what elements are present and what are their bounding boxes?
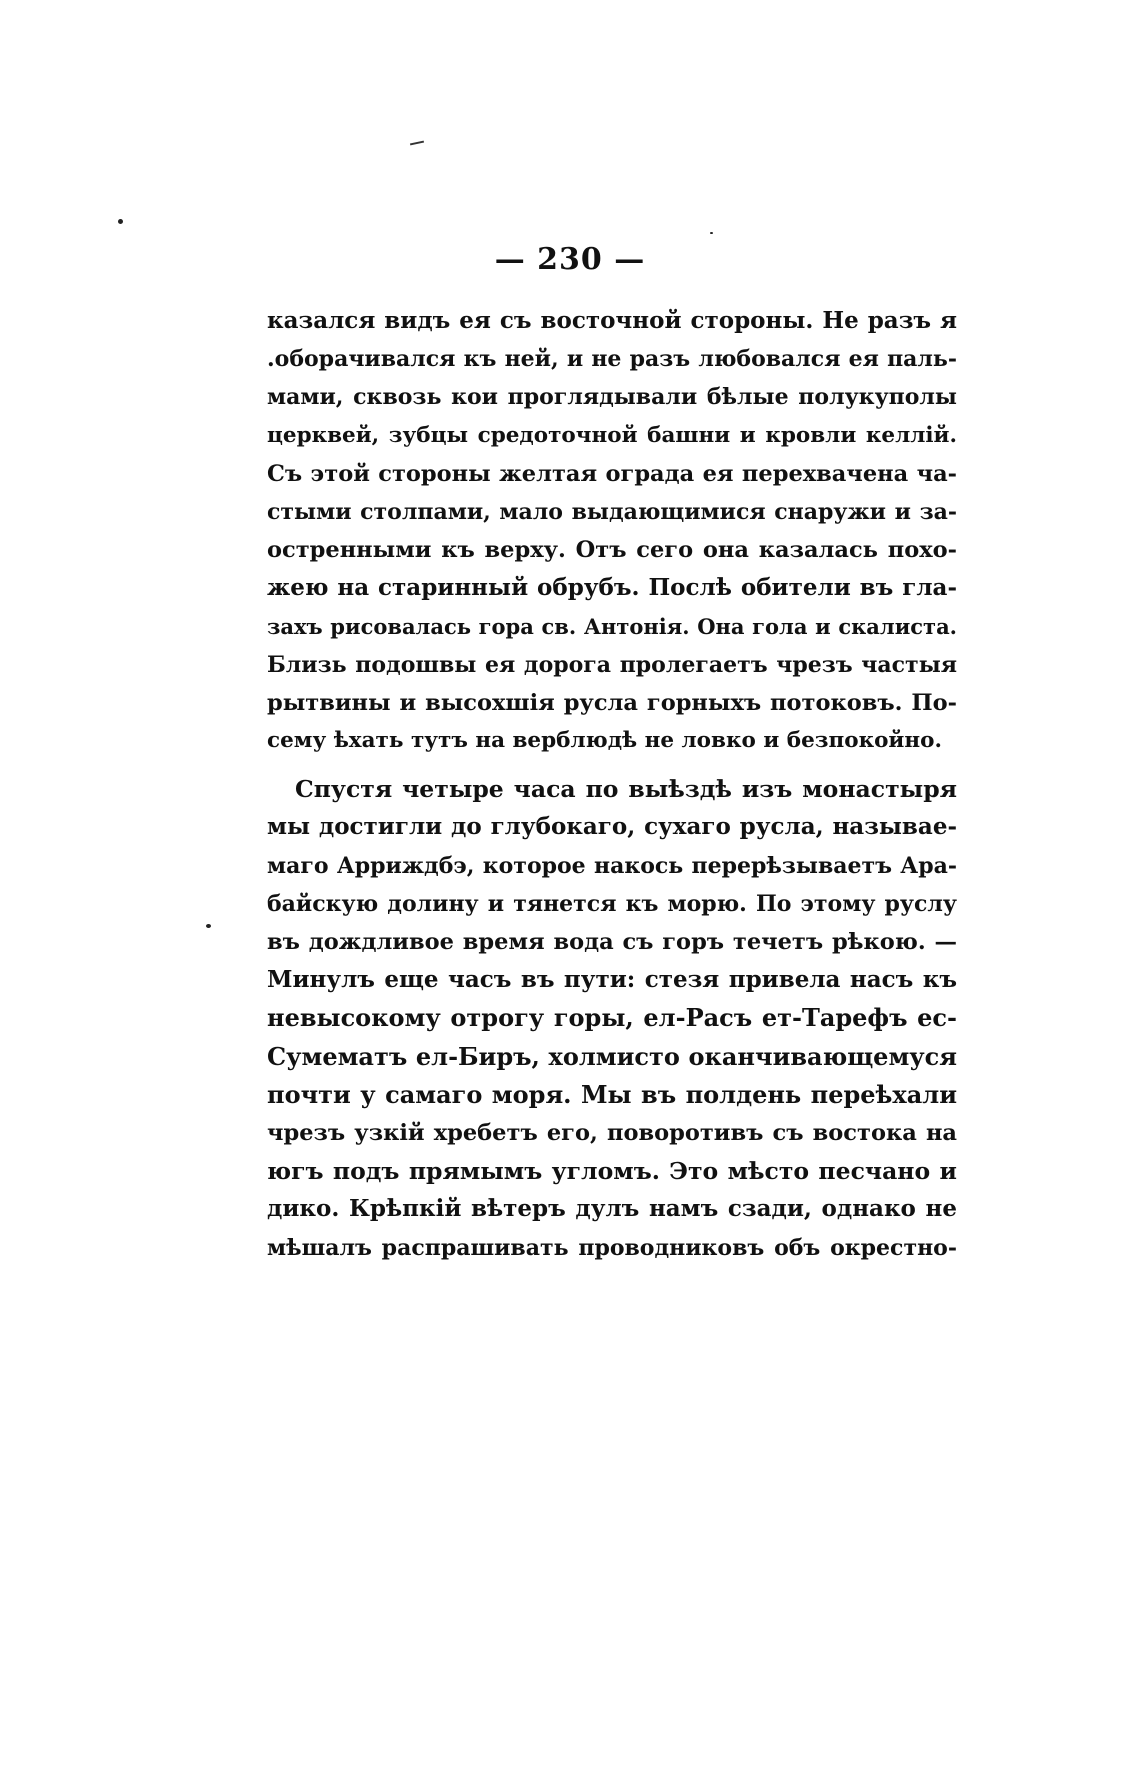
text-line: мы достигли до глубокаго, сухаго русла, называе- [267,813,957,841]
text-line: югъ подъ прямымъ угломъ. Это мѣсто песчано и [267,1157,957,1186]
text-line: чрезъ узкій хребетъ его, поворотивъ съ востока на [267,1119,957,1146]
text-line: Съ этой стороны желтая ограда ея перехвачена ча- [267,460,957,487]
text-line: рытвины и высохшія русла горныхъ потоковъ. По- [267,689,957,716]
text-line: Близь подошвы ея дорога пролегаетъ чрезъ частыя [267,651,957,678]
text-line: въ дождливое время вода съ горъ течетъ рѣкою. — [267,929,957,955]
ink-dot [206,924,211,928]
text-line: церквей, зубцы средоточной башни и кровли келлій. [267,422,957,448]
ink-dot [118,219,123,224]
text-line: мѣшалъ распрашивать проводниковъ объ окрестно- [267,1234,957,1261]
text-line: почти у самаго моря. Мы въ полдень переѣхали [267,1079,957,1109]
text-line: невысокому отрогу горы, ел-Расъ ет-Тарефъ ес- [267,1003,957,1033]
ink-mark [410,141,424,146]
text-line: казался видъ ея съ восточной стороны. Не разъ я [267,307,957,334]
text-line: стыми столпами, мало выдающимися снаружи и за- [267,498,957,525]
page-number: — 230 — [494,242,646,277]
text-line: мами, сквозь кои проглядывали бѣлые полукуполы [267,384,957,411]
paragraph-2 [267,770,957,1266]
paragraph-1 [267,302,957,760]
text-line: жею на старинный обрубъ. Послѣ обители въ гла- [267,574,957,602]
text-line: байскую долину и тянется къ морю. По этому руслу [267,890,957,917]
text-line: Минулъ еще часъ въ пути: стезя привела насъ къ [267,966,957,994]
text-line: остренными къ верху. Отъ сего она казалась похо- [267,537,957,564]
ink-dot [710,232,713,234]
text-line: маго Арриждбэ, которое накось перерѣзываетъ Ара- [267,852,957,879]
text-line: Спустя четыре часа по выѣздѣ изъ монастыря [295,775,957,804]
text-line: Сумематъ ел-Биръ, холмисто оканчивающемуся [267,1041,957,1071]
text-line: захъ рисовалась гора св. Антонія. Она гола и скалиста. [267,613,957,639]
paragraph-gap [267,760,957,770]
body-text [267,302,957,1267]
text-line: .оборачивался къ ней, и не разъ любовался ея паль- [267,346,957,373]
text-line: дико. Крѣпкій вѣтеръ дулъ намъ сзади, однако не [267,1195,957,1223]
text-line: сему ѣхать тутъ на верблюдѣ не ловко и безпокойно. [267,728,942,754]
